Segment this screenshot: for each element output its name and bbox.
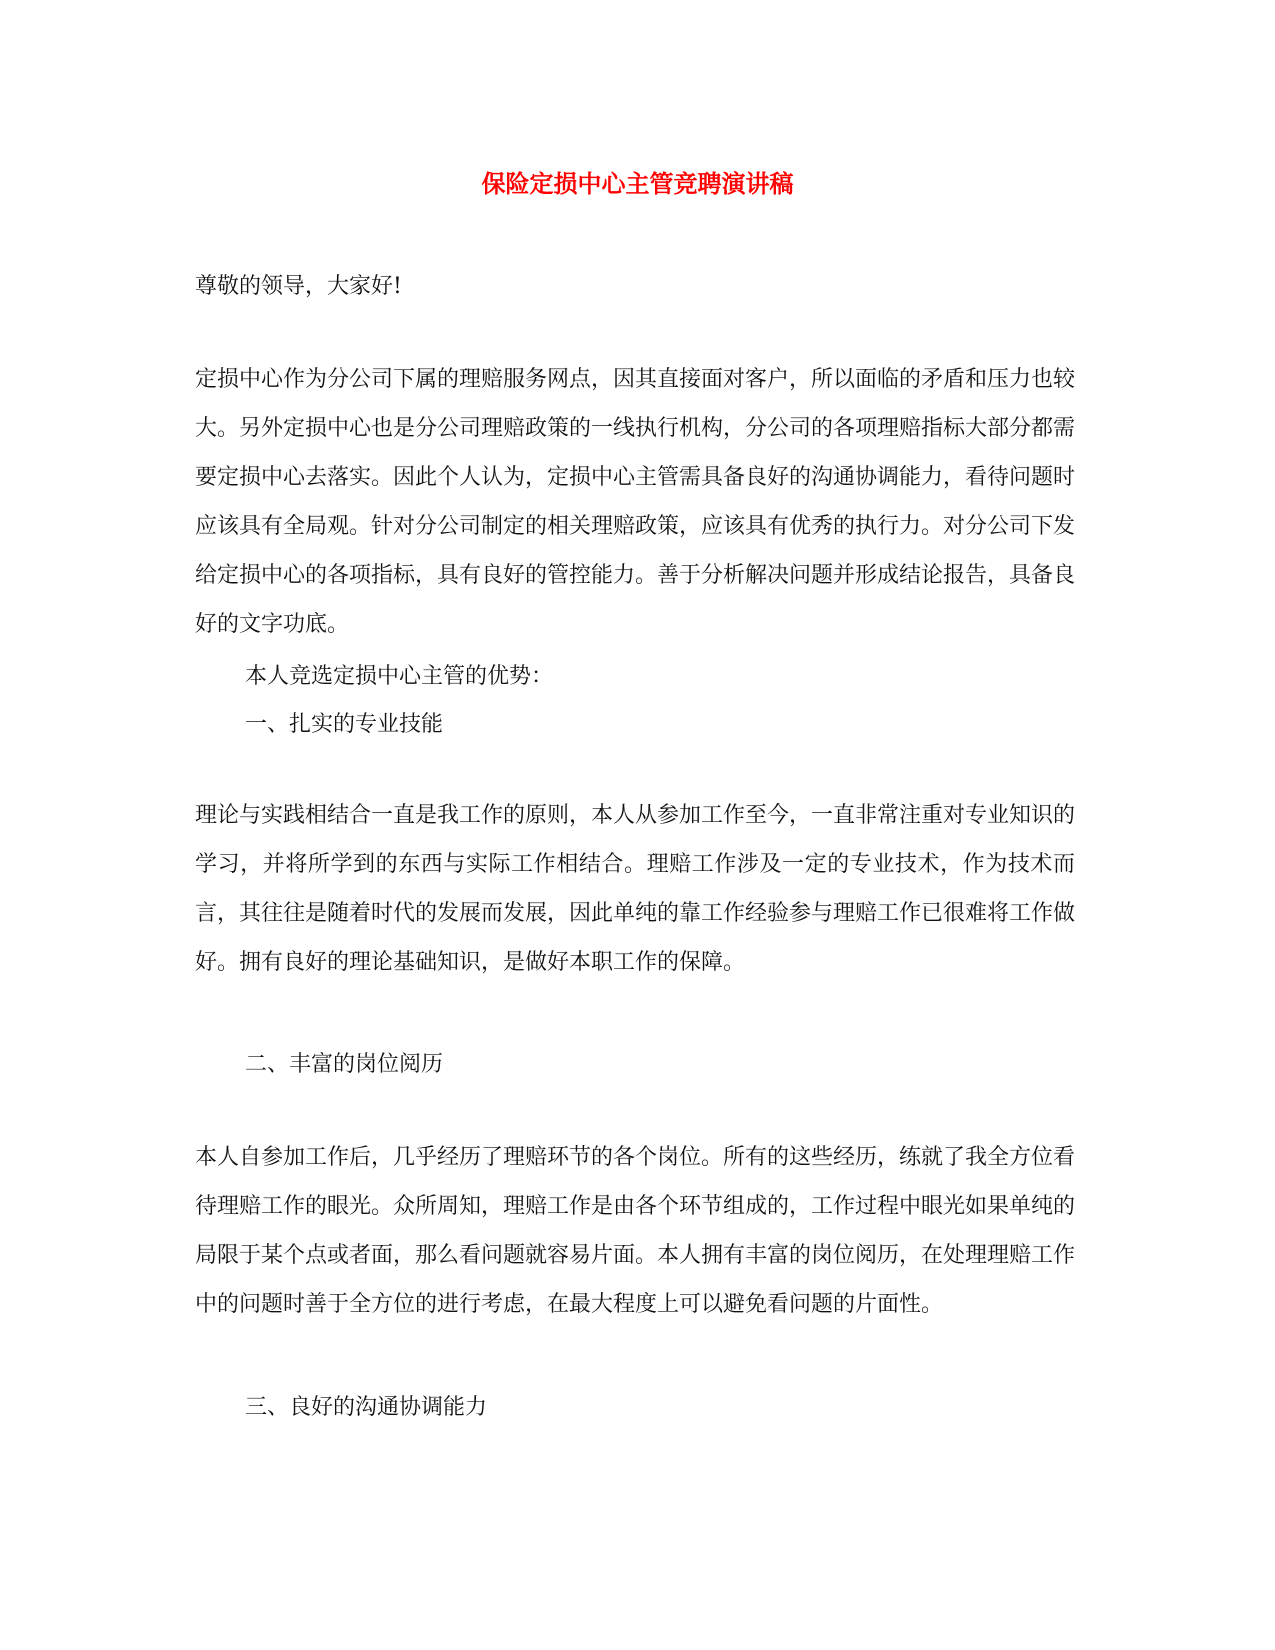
section-heading-2: 二、丰富的岗位阅历 xyxy=(245,1052,444,1077)
greeting: 尊敬的领导，大家好! xyxy=(195,274,402,299)
section-heading-3: 三、良好的沟通协调能力 xyxy=(245,1395,488,1420)
section-heading-1: 一、扎实的专业技能 xyxy=(245,712,444,737)
paragraph-work-experience: 本人自参加工作后，几乎经历了理赔环节的各个岗位。所有的这些经历，练就了我全方位看待理赔工作的眼光。众所周知，理赔工作是由各个环节组成的，工作过程中眼光如果单纯的局限于某个点或者面，那么看问题就容易片面。本人拥有丰富的岗位阅历，在处理理赔工作中的问题时善于全方位的进行考虑，在最大程度上可以避免看问题的片面性。 xyxy=(195,1145,1076,1317)
paragraph-professional-skills: 理论与实践相结合一直是我工作的原则，本人从参加工作至今，一直非常注重对专业知识的学习，并将所学到的东西与实际工作相结合。理赔工作涉及一定的专业技术，作为技术而言，其往往是随着时代的发展而发展，因此单纯的靠工作经验参与理赔工作已很难将工作做好。拥有良好的理论基础知识，是做好本职工作的保障。 xyxy=(195,803,1076,975)
paragraph-intro: 定损中心作为分公司下属的理赔服务网点，因其直接面对客户，所以面临的矛盾和压力也较大。另外定损中心也是分公司理赔政策的一线执行机构，分公司的各项理赔指标大部分都需要定损中心去落实。因此个人认为，定损中心主管需具备良好的沟通协调能力，看待问题时应该具有全局观。针对分公司制定的相关理赔政策，应该具有优秀的执行力。对分公司下发给定损中心的各项指标，具有良好的管控能力。善于分析解决问题并形成结论报告，具备良好的文字功底。 xyxy=(195,367,1076,637)
advantages-intro: 本人竞选定损中心主管的优势： xyxy=(245,664,554,689)
document-title: 保险定损中心主管竞聘演讲稿 xyxy=(481,170,794,198)
